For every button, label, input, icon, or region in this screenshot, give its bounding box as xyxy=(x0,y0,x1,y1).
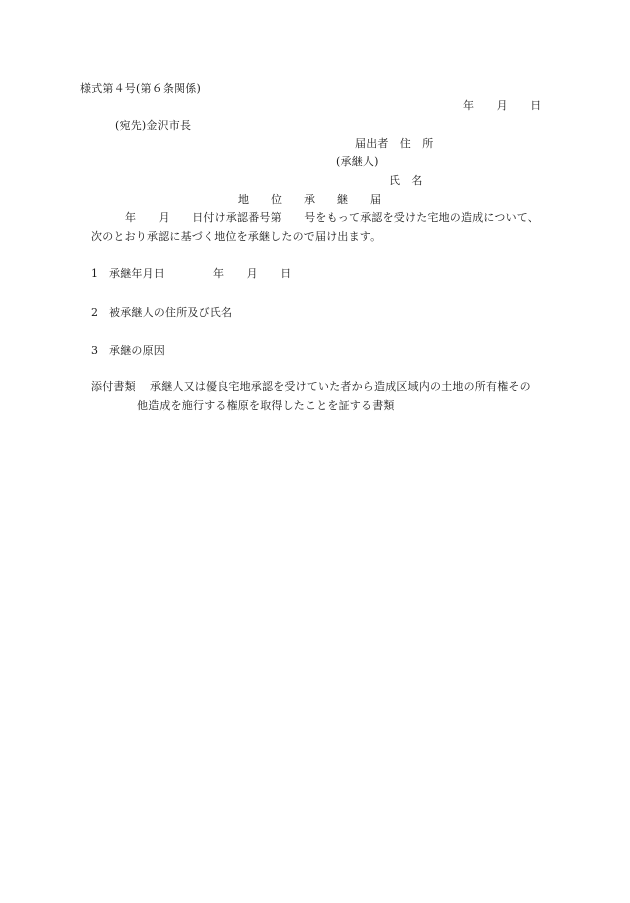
item-label: 承継年月日 xyxy=(109,267,165,280)
successor-label: (承継人) xyxy=(336,155,379,168)
item-number: 3 xyxy=(91,344,99,357)
item-number: 1 xyxy=(91,267,99,280)
notifier-name: 氏 名 xyxy=(389,174,423,187)
item-value: 年 月 日 xyxy=(213,267,292,280)
document-title: 地 位 承 継 届 xyxy=(238,193,381,206)
form-number: 様式第４号(第６条関係) xyxy=(80,82,201,95)
date-line: 年 月 日 xyxy=(463,99,542,112)
item-number: 2 xyxy=(91,306,99,319)
notifier-address: 届出者 住 所 xyxy=(355,137,434,150)
attachments-line-2: 他造成を施行する権原を取得したことを証する書類 xyxy=(137,399,395,412)
attachments-label: 添付書類 xyxy=(91,380,136,393)
item-label: 被承継人の住所及び氏名 xyxy=(109,306,233,319)
attachments-line-1: 承継人又は優良宅地承認を受けていた者から造成区域内の土地の所有権その xyxy=(150,380,531,393)
addressee: (宛先)金沢市長 xyxy=(115,119,192,132)
item-label: 承継の原因 xyxy=(109,344,165,357)
body-line-2: 次のとおり承認に基づく地位を承継したので届け出ます。 xyxy=(91,230,382,243)
body-line-1: 年 月 日付け承認番号第 号をもって承認を受けた宅地の造成について、 xyxy=(125,211,539,224)
